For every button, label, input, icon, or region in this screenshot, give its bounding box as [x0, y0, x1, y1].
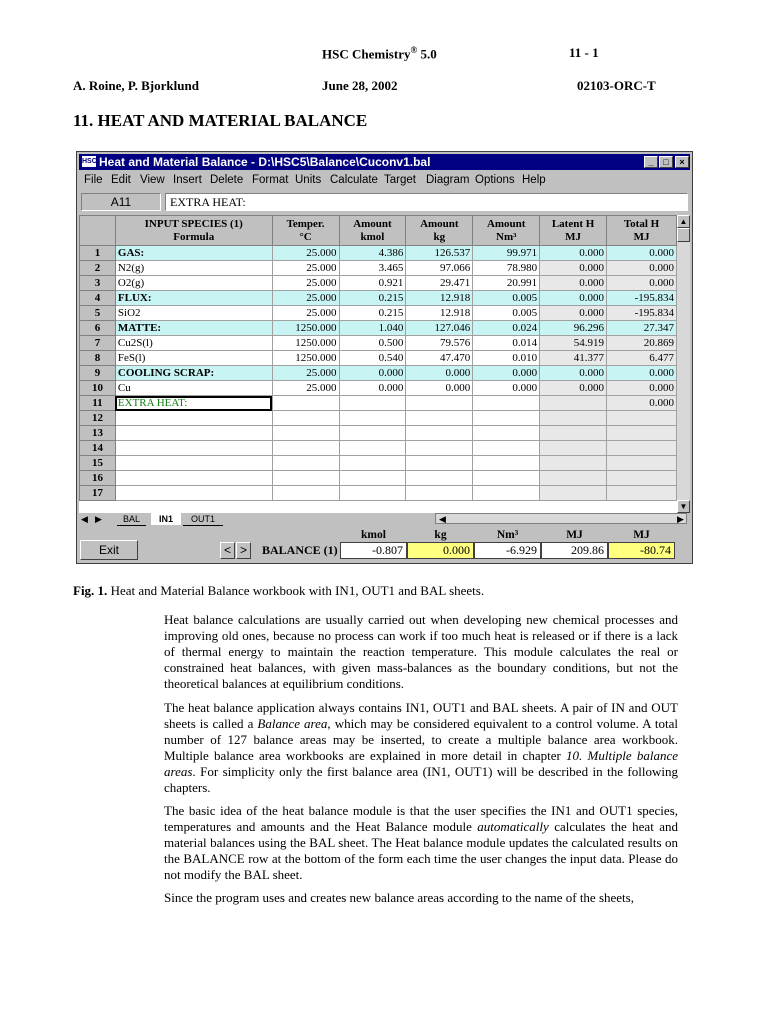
cell-nm3[interactable]: 0.024 [473, 321, 540, 336]
cell-nm3[interactable]: 0.005 [473, 306, 540, 321]
sheet-tab-bar [79, 513, 690, 525]
cell-nm3[interactable]: 0.014 [473, 336, 540, 351]
table-row [80, 246, 677, 261]
app-window [76, 151, 693, 564]
cell-kmol[interactable]: 4.386 [339, 246, 406, 261]
cell-nm3[interactable] [473, 411, 540, 426]
cell-formula[interactable]: FeS(l) [115, 351, 272, 366]
cell-latent-h[interactable]: 96.296 [540, 321, 607, 336]
cell-total-h[interactable]: -195.834 [607, 291, 677, 306]
paragraph-2: The heat balance application always contains IN1, OUT1 and BAL sheets. A pair of IN and OUT sheets is called a Balance area, which may be considered equivalent to a control volume. A total number of 127 balance areas may be inserted, to create a multiple balance area workbook. Multiple balance area workbooks are explained in more detail in chapter 10. Multiple balance areas. For simplicity only the first balance area (IN1, OUT1) will be described in the following chapters. [164, 700, 678, 795]
cell-total-h[interactable]: 0.000 [607, 276, 677, 291]
cell-kmol[interactable]: 0.215 [339, 306, 406, 321]
cell-formula[interactable] [115, 486, 272, 501]
cell-formula[interactable]: SiO2 [115, 306, 272, 321]
cell-kmol[interactable]: 3.465 [339, 261, 406, 276]
cell-temperature[interactable]: 1250.000 [272, 336, 339, 351]
tab-scroll-right-icon[interactable]: ▶ [95, 514, 102, 524]
cell-total-h[interactable]: -195.834 [607, 306, 677, 321]
cell-reference-box[interactable]: A11 [81, 193, 161, 211]
cell-total-h[interactable] [607, 471, 677, 486]
tab-bal[interactable]: BAL [117, 513, 146, 526]
corner-cell[interactable] [80, 216, 116, 246]
table-row [80, 456, 677, 471]
cell-nm3[interactable] [473, 396, 540, 411]
cell-total-h[interactable]: 0.000 [607, 246, 677, 261]
cell-formula[interactable]: FLUX: [115, 291, 272, 306]
cell-kg[interactable] [406, 441, 473, 456]
row-number[interactable]: 5 [80, 306, 116, 321]
col-header-amount-nm3[interactable]: Amount Nm³ [473, 216, 540, 246]
menu-edit[interactable]: Edit [111, 174, 131, 186]
cell-latent-h[interactable]: 0.000 [540, 366, 607, 381]
cell-nm3[interactable]: 0.000 [473, 381, 540, 396]
cell-temperature[interactable]: 25.000 [272, 291, 339, 306]
cell-temperature[interactable]: 25.000 [272, 381, 339, 396]
cell-kg[interactable] [406, 471, 473, 486]
cell-formula[interactable]: Cu2S(l) [115, 336, 272, 351]
cell-kmol[interactable] [339, 471, 406, 486]
table-row [80, 336, 677, 351]
app-icon: HSC [82, 158, 97, 165]
paragraph-4: Since the program uses and creates new balance areas according to the name of the sheets, [164, 890, 634, 905]
row-number[interactable]: 13 [80, 426, 116, 441]
cell-temperature[interactable] [272, 486, 339, 501]
cell-latent-h[interactable] [540, 471, 607, 486]
cell-formula[interactable]: EXTRA HEAT: [115, 396, 272, 411]
balance-value-total-mj: -80.74 [608, 542, 675, 559]
cell-latent-h[interactable]: 0.000 [540, 306, 607, 321]
menu-help[interactable]: Help [522, 174, 546, 186]
cell-total-h[interactable]: 0.000 [607, 381, 677, 396]
cell-kmol[interactable] [339, 396, 406, 411]
cell-nm3[interactable] [473, 456, 540, 471]
menu-options[interactable]: Options [475, 174, 515, 186]
balance-unit-nm3: Nm³ [496, 529, 519, 541]
cell-latent-h[interactable]: 0.000 [540, 276, 607, 291]
cell-kmol[interactable]: 0.000 [339, 366, 406, 381]
balance-unit-kg: kg [434, 529, 447, 541]
cell-formula[interactable] [115, 471, 272, 486]
cell-nm3[interactable]: 20.991 [473, 276, 540, 291]
tab-in1[interactable]: IN1 [151, 513, 181, 525]
cell-nm3[interactable]: 99.971 [473, 246, 540, 261]
paragraph-1: Heat balance calculations are usually carried out when developing new chemical processes and improving old ones, because no process can work if too much heat is released or if there is a lack of thermal energy to maintain the reaction temperature. This module calculates the real or constrained heat balances, with given mass-balances as the boundary conditions, but not the theoretical balances at equilibrium conditions. [164, 612, 678, 691]
cell-temperature[interactable] [272, 456, 339, 471]
cell-kg[interactable] [406, 396, 473, 411]
window-title: Heat and Material Balance - D:\HSC5\Balance\Cuconv1.bal [99, 155, 431, 169]
row-number[interactable]: 8 [80, 351, 116, 366]
cell-total-h[interactable]: 0.000 [607, 261, 677, 276]
cell-kg[interactable] [406, 411, 473, 426]
header-date: June 28, 2002 [322, 78, 398, 93]
table-row [80, 351, 677, 366]
row-number[interactable]: 1 [80, 246, 116, 261]
col-header-latent-h[interactable]: Latent H MJ [540, 216, 607, 246]
cell-kg[interactable]: 12.918 [406, 291, 473, 306]
table-row [80, 261, 677, 276]
species-table [79, 215, 677, 501]
cell-latent-h[interactable] [540, 441, 607, 456]
cell-formula[interactable] [115, 411, 272, 426]
table-row [80, 486, 677, 501]
balance-value-kg: 0.000 [407, 542, 474, 559]
row-number[interactable]: 3 [80, 276, 116, 291]
close-button[interactable]: × [675, 156, 689, 168]
cell-kmol[interactable]: 1.040 [339, 321, 406, 336]
cell-kmol[interactable] [339, 441, 406, 456]
cell-total-h[interactable]: 0.000 [607, 366, 677, 381]
table-row [80, 396, 677, 411]
tab-scroll-left-icon[interactable]: ◀ [81, 514, 88, 524]
menu-calculate[interactable]: Calculate [330, 174, 378, 186]
cell-formula[interactable] [115, 456, 272, 471]
cell-latent-h[interactable] [540, 396, 607, 411]
row-number[interactable]: 16 [80, 471, 116, 486]
menu-units[interactable]: Units [295, 174, 322, 186]
tab-out1[interactable]: OUT1 [183, 513, 223, 526]
hscroll-right-icon[interactable]: ▶ [677, 514, 684, 524]
cell-latent-h[interactable] [540, 411, 607, 426]
cell-kg[interactable]: 0.000 [406, 381, 473, 396]
table-row [80, 426, 677, 441]
balance-unit-kmol: kmol [361, 529, 386, 541]
cell-latent-h[interactable]: 0.000 [540, 381, 607, 396]
cell-nm3[interactable] [473, 486, 540, 501]
cell-nm3[interactable]: 0.010 [473, 351, 540, 366]
table-row [80, 471, 677, 486]
table-row [80, 381, 677, 396]
scroll-thumb[interactable] [677, 228, 690, 242]
cell-formula[interactable] [115, 441, 272, 456]
row-number[interactable]: 9 [80, 366, 116, 381]
row-number[interactable]: 15 [80, 456, 116, 471]
cell-kg[interactable]: 12.918 [406, 306, 473, 321]
balance-value-latent-mj: 209.86 [541, 542, 608, 559]
next-area-button[interactable]: > [236, 542, 251, 559]
cell-temperature[interactable] [272, 471, 339, 486]
cell-temperature[interactable]: 1250.000 [272, 351, 339, 366]
table-row [80, 411, 677, 426]
cell-nm3[interactable] [473, 441, 540, 456]
balance-unit-latent-mj: MJ [566, 529, 583, 541]
cell-formula[interactable]: Cu [115, 381, 272, 396]
cell-temperature[interactable]: 25.000 [272, 276, 339, 291]
cell-nm3[interactable]: 78.980 [473, 261, 540, 276]
row-number[interactable]: 4 [80, 291, 116, 306]
cell-latent-h[interactable] [540, 456, 607, 471]
cell-temperature[interactable] [272, 396, 339, 411]
row-number[interactable]: 6 [80, 321, 116, 336]
balance-value-nm3: -6.929 [474, 542, 541, 559]
row-number[interactable]: 2 [80, 261, 116, 276]
cell-latent-h[interactable]: 0.000 [540, 246, 607, 261]
scroll-up-icon[interactable]: ▲ [677, 215, 690, 228]
balance-unit-total-mj: MJ [633, 529, 650, 541]
header-page-number: 11 - 1 [569, 45, 599, 60]
cell-formula[interactable] [115, 426, 272, 441]
cell-kmol[interactable]: 0.921 [339, 276, 406, 291]
cell-formula[interactable]: GAS: [115, 246, 272, 261]
header-product: HSC Chemistry® 5.0 [322, 45, 437, 62]
cell-kmol[interactable]: 0.500 [339, 336, 406, 351]
balance-label: BALANCE (1) [262, 543, 338, 557]
row-number[interactable]: 7 [80, 336, 116, 351]
menu-view[interactable]: View [140, 174, 165, 186]
menu-diagram[interactable]: Diagram [426, 174, 470, 186]
previous-area-button[interactable]: < [220, 542, 235, 559]
cell-latent-h[interactable] [540, 486, 607, 501]
horizontal-scrollbar[interactable] [435, 513, 687, 524]
menu-delete[interactable]: Delete [210, 174, 244, 186]
cell-kg[interactable]: 79.576 [406, 336, 473, 351]
header-authors: A. Roine, P. Bjorklund [73, 78, 199, 93]
cell-kg[interactable] [406, 426, 473, 441]
menu-target[interactable]: Target [384, 174, 416, 186]
table-row [80, 306, 677, 321]
cell-temperature[interactable] [272, 441, 339, 456]
row-number[interactable]: 12 [80, 411, 116, 426]
cell-temperature[interactable]: 25.000 [272, 261, 339, 276]
cell-temperature[interactable]: 25.000 [272, 246, 339, 261]
cell-total-h[interactable] [607, 441, 677, 456]
cell-total-h[interactable]: 0.000 [607, 396, 677, 411]
hscroll-left-icon[interactable]: ◀ [439, 514, 446, 524]
balance-row [79, 528, 690, 562]
cell-total-h[interactable] [607, 486, 677, 501]
cell-kg[interactable]: 47.470 [406, 351, 473, 366]
title-bar[interactable] [79, 154, 690, 170]
cell-formula[interactable]: MATTE: [115, 321, 272, 336]
row-number[interactable]: 17 [80, 486, 116, 501]
table-row [80, 441, 677, 456]
cell-kmol[interactable]: 0.215 [339, 291, 406, 306]
scroll-down-icon[interactable]: ▼ [677, 500, 690, 513]
cell-formula[interactable]: O2(g) [115, 276, 272, 291]
cell-temperature[interactable] [272, 411, 339, 426]
cell-total-h[interactable]: 27.347 [607, 321, 677, 336]
table-row [80, 291, 677, 306]
cell-latent-h[interactable]: 41.377 [540, 351, 607, 366]
row-number[interactable]: 11 [80, 396, 116, 411]
menu-insert[interactable]: Insert [173, 174, 202, 186]
cell-nm3[interactable] [473, 471, 540, 486]
cell-kmol[interactable]: 0.540 [339, 351, 406, 366]
exit-button[interactable]: Exit [80, 540, 138, 560]
cell-total-h[interactable]: 6.477 [607, 351, 677, 366]
cell-kmol[interactable] [339, 456, 406, 471]
col-header-total-h[interactable]: Total H MJ [607, 216, 677, 246]
column-header-row [80, 216, 677, 246]
maximize-button[interactable]: □ [659, 156, 673, 168]
cell-temperature[interactable] [272, 426, 339, 441]
cell-kmol[interactable]: 0.000 [339, 381, 406, 396]
cell-kg[interactable]: 126.537 [406, 246, 473, 261]
cell-nm3[interactable] [473, 426, 540, 441]
paragraph-3: The basic idea of the heat balance module is that the user specifies the IN1 and OUT1 species, temperatures and amounts and the Heat Balance module automatically calculates the heat and material balances using the BAL sheet. The Heat balance module updates the calculated results on the BALANCE row at the bottom of the form each time the user changes the input data. Please do not modify the BAL sheet. [164, 803, 678, 882]
cell-formula[interactable]: COOLING SCRAP: [115, 366, 272, 381]
cell-nm3[interactable]: 0.005 [473, 291, 540, 306]
cell-formula[interactable]: N2(g) [115, 261, 272, 276]
cell-total-h[interactable] [607, 411, 677, 426]
cell-kmol[interactable] [339, 411, 406, 426]
cell-latent-h[interactable]: 0.000 [540, 261, 607, 276]
cell-kmol[interactable] [339, 426, 406, 441]
cell-kg[interactable] [406, 456, 473, 471]
spreadsheet-grid[interactable] [79, 215, 677, 513]
cell-temperature[interactable]: 25.000 [272, 306, 339, 321]
figure-caption: Fig. 1. Heat and Material Balance workbook with IN1, OUT1 and BAL sheets. [73, 583, 485, 598]
table-row [80, 366, 677, 381]
formula-input[interactable]: EXTRA HEAT: [165, 193, 688, 211]
cell-latent-h[interactable] [540, 426, 607, 441]
vertical-scrollbar[interactable] [677, 215, 690, 513]
col-header-formula[interactable]: INPUT SPECIES (1) Formula [115, 216, 272, 246]
cell-total-h[interactable] [607, 426, 677, 441]
header-doc-code: 02103-ORC-T [577, 78, 656, 93]
cell-latent-h[interactable]: 54.919 [540, 336, 607, 351]
menu-format[interactable]: Format [252, 174, 289, 186]
menu-bar [79, 172, 690, 188]
chapter-title: 11. HEAT AND MATERIAL BALANCE [73, 111, 368, 130]
cell-total-h[interactable] [607, 456, 677, 471]
cell-temperature[interactable]: 25.000 [272, 366, 339, 381]
menu-file[interactable]: File [84, 174, 103, 186]
table-row [80, 321, 677, 336]
cell-kmol[interactable] [339, 486, 406, 501]
row-number[interactable]: 10 [80, 381, 116, 396]
cell-kg[interactable]: 97.066 [406, 261, 473, 276]
col-header-amount-kg[interactable]: Amount kg [406, 216, 473, 246]
cell-kg[interactable] [406, 486, 473, 501]
minimize-button[interactable]: _ [644, 156, 658, 168]
cell-kg[interactable]: 127.046 [406, 321, 473, 336]
balance-value-kmol: -0.807 [340, 542, 407, 559]
cell-nm3[interactable]: 0.000 [473, 366, 540, 381]
col-header-temperature[interactable]: Temper. °C [272, 216, 339, 246]
cell-kg[interactable]: 0.000 [406, 366, 473, 381]
row-number[interactable]: 14 [80, 441, 116, 456]
cell-total-h[interactable]: 20.869 [607, 336, 677, 351]
table-row [80, 276, 677, 291]
cell-latent-h[interactable]: 0.000 [540, 291, 607, 306]
col-header-amount-kmol[interactable]: Amount kmol [339, 216, 406, 246]
cell-temperature[interactable]: 1250.000 [272, 321, 339, 336]
cell-kg[interactable]: 29.471 [406, 276, 473, 291]
